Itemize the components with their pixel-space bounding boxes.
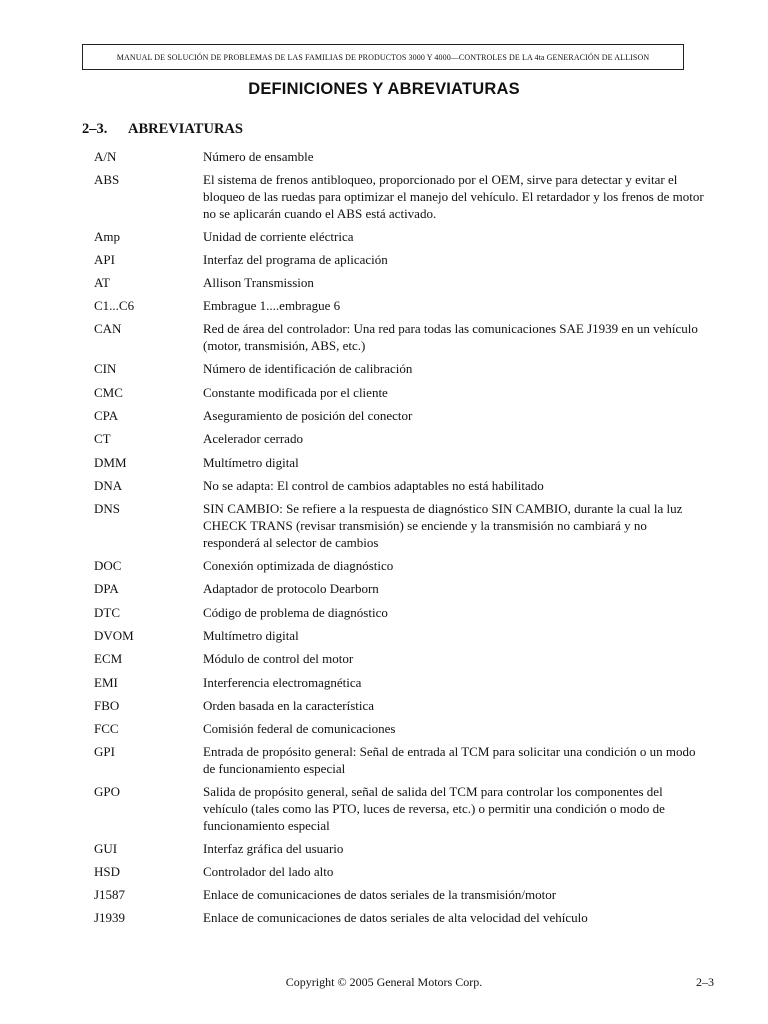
abbreviation: CAN	[94, 321, 122, 336]
running-header-text: MANUAL DE SOLUCIÓN DE PROBLEMAS DE LAS FAMILIAS DE PRODUCTOS 3000 Y 4000—CONTROLES DE LA 4ta GENERACIÓN DE ALLISON	[116, 52, 650, 62]
definition: Red de área del controlador: Una red para todas las comunicaciones SAE J1939 en un vehículo (motor, transmisión, ABS, etc.)	[203, 321, 698, 353]
copyright-text: Copyright © 2005 General Motors Corp.	[285, 975, 483, 989]
abbreviation: GUI	[94, 841, 118, 856]
definition: Acelerador cerrado	[203, 431, 303, 446]
definition: Interferencia electromagnética	[203, 675, 362, 690]
definition: Adaptador de protocolo Dearborn	[203, 581, 379, 596]
definition: Comisión federal de comunicaciones	[203, 721, 396, 736]
definition: Aseguramiento de posición del conector	[203, 408, 413, 423]
abbreviation: HSD	[94, 864, 121, 879]
definition: Multímetro digital	[203, 455, 299, 470]
abbreviation: C1...C6	[94, 298, 135, 313]
abbreviation: ECM	[94, 651, 123, 666]
abbreviation: DNS	[94, 501, 121, 516]
definition: Unidad de corriente eléctrica	[203, 229, 354, 244]
definition: Multímetro digital	[203, 628, 299, 643]
definition: Interfaz del programa de aplicación	[203, 252, 388, 267]
abbreviation: CIN	[94, 361, 117, 376]
abbreviation: GPI	[94, 744, 115, 759]
definition: Número de identificación de calibración	[203, 361, 413, 376]
definition: Controlador del lado alto	[203, 864, 334, 879]
abbreviation: A/N	[94, 149, 117, 164]
section-title: ABREVIATURAS	[128, 121, 243, 137]
abbreviation: GPO	[94, 784, 121, 799]
abbreviation: API	[94, 252, 115, 267]
definition: Número de ensamble	[203, 149, 314, 164]
abbreviation: Amp	[94, 229, 120, 244]
abbreviation: DTC	[94, 605, 120, 620]
definition: Interfaz gráfica del usuario	[203, 841, 344, 856]
abbreviation: DVOM	[94, 628, 134, 643]
definition: Salida de propósito general, señal de salida del TCM para controlar los componentes del vehículo (tales como las PTO, luces de reversa, etc.) o permitir una condición o modo de funcionamiento especial	[203, 784, 665, 833]
abbreviation: ABS	[94, 172, 120, 187]
page-number: 2–3	[696, 975, 714, 989]
abbreviation: EMI	[94, 675, 118, 690]
running-header	[82, 44, 684, 70]
definition: Enlace de comunicaciones de datos seriales de alta velocidad del vehículo	[203, 910, 588, 925]
definition: Código de problema de diagnóstico	[203, 605, 388, 620]
definition: Orden basada en la característica	[203, 698, 375, 713]
definition: Entrada de propósito general: Señal de entrada al TCM para solicitar una condición o un modo de funcionamiento especial	[203, 744, 696, 776]
abbreviation: DNA	[94, 478, 123, 493]
definition: SIN CAMBIO: Se refiere a la respuesta de diagnóstico SIN CAMBIO, durante la cual la luz CHECK TRANS (revisar transmisión) se enciende y la transmisión no cambiará y no responderá al selector de cambios	[203, 501, 683, 550]
definition: Enlace de comunicaciones de datos seriales de la transmisión/motor	[203, 887, 557, 902]
abbreviation: DMM	[94, 455, 127, 470]
definition: Constante modificada por el cliente	[203, 385, 388, 400]
abbreviation: FBO	[94, 698, 120, 713]
definition: No se adapta: El control de cambios adaptables no está habilitado	[203, 478, 544, 493]
abbreviation: J1587	[94, 887, 126, 902]
abbreviation: DOC	[94, 558, 122, 573]
definition: Embrague 1....embrague 6	[203, 298, 341, 313]
abbreviation: FCC	[94, 721, 119, 736]
definition: El sistema de frenos antibloqueo, proporcionado por el OEM, sirve para detectar y evitar el bloqueo de las ruedas para optimizar el manejo del vehículo. El retardador y los frenos de motor no se aplicarán cuando el ABS está activado.	[203, 172, 704, 221]
abbreviation: CPA	[94, 408, 119, 423]
abbreviation: AT	[94, 275, 110, 290]
definition: Módulo de control del motor	[203, 651, 354, 666]
definition: Conexión optimizada de diagnóstico	[203, 558, 394, 573]
section-heading	[82, 121, 243, 138]
abbreviation: J1939	[94, 910, 126, 925]
page-title: DEFINICIONES Y ABREVIATURAS	[248, 80, 520, 98]
definition: Allison Transmission	[203, 275, 314, 290]
section-number: 2–3.	[82, 121, 108, 137]
abbreviation: CT	[94, 431, 111, 446]
abbreviation: CMC	[94, 385, 123, 400]
abbreviation: DPA	[94, 581, 119, 596]
